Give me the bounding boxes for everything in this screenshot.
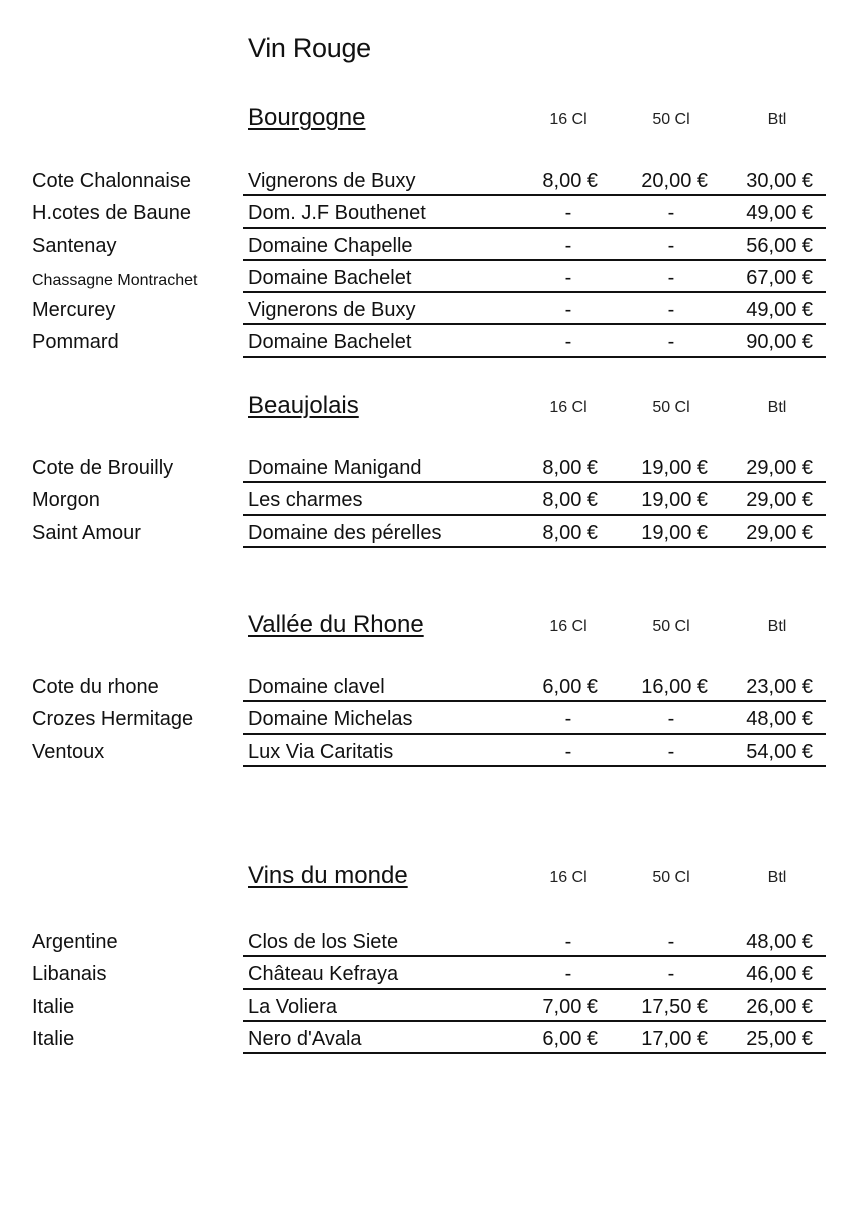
- table-row: [0, 451, 859, 483]
- price-50cl: -: [667, 740, 675, 763]
- page-title: Vin Rouge: [248, 33, 371, 63]
- row-line: [243, 990, 826, 1022]
- price-16cl: 8,00 €: [542, 521, 598, 544]
- price-16cl: -: [564, 708, 572, 731]
- column-header-16cl: 16 Cl: [549, 399, 587, 416]
- price-16cl: 8,00 €: [542, 457, 598, 479]
- wine-region: Mercurey: [32, 299, 116, 322]
- price-bottle: 46,00 €: [746, 963, 813, 986]
- price-bottle: 25,00 €: [746, 1027, 813, 1050]
- price-16cl: 8,00 €: [542, 170, 598, 192]
- wine-producer: Château Kefraya: [248, 963, 399, 986]
- wine-region: Libanais: [32, 963, 107, 986]
- table-row: [0, 164, 859, 196]
- column-header-16cl: 16 Cl: [549, 111, 587, 128]
- price-50cl: 20,00 €: [641, 170, 708, 192]
- row-line: [243, 483, 826, 515]
- section-1: [0, 388, 859, 428]
- price-16cl: 7,00 €: [542, 995, 598, 1018]
- section-2: [0, 607, 859, 647]
- column-header-50cl: 50 Cl: [652, 869, 690, 886]
- row-line: [243, 451, 826, 483]
- column-header-50cl: 50 Cl: [652, 399, 690, 416]
- price-50cl: 16,00 €: [641, 676, 708, 698]
- wine-region: Ventoux: [32, 740, 105, 763]
- wine-producer: Domaine Manigand: [248, 457, 422, 479]
- section-title: Vallée du Rhone: [248, 611, 424, 638]
- wine-producer: Nero d'Avala: [248, 1027, 362, 1050]
- wine-region: Saint Amour: [32, 521, 141, 544]
- section-3: [0, 858, 859, 898]
- price-16cl: -: [564, 931, 572, 953]
- price-50cl: 19,00 €: [641, 521, 708, 544]
- section-rows: [0, 670, 859, 767]
- table-row: [0, 516, 859, 548]
- section-rows: [0, 164, 859, 358]
- price-bottle: 54,00 €: [746, 740, 813, 763]
- table-row: [0, 325, 859, 357]
- section-0: [0, 100, 859, 140]
- column-header-bottle: Btl: [767, 399, 787, 416]
- row-line: [243, 164, 826, 196]
- wine-producer: Les charmes: [248, 489, 363, 512]
- price-16cl: -: [564, 266, 572, 289]
- table-row: [0, 670, 859, 702]
- section-rows: [0, 925, 859, 1054]
- table-row: [0, 957, 859, 989]
- price-bottle: 48,00 €: [746, 708, 813, 731]
- table-row: [0, 925, 859, 957]
- wine-region: Pommard: [32, 331, 119, 354]
- wine-region: Argentine: [32, 931, 118, 953]
- wine-producer: Domaine Chapelle: [248, 234, 413, 257]
- price-bottle: 30,00 €: [746, 170, 813, 192]
- row-line: [243, 702, 826, 734]
- price-bottle: 26,00 €: [746, 995, 813, 1018]
- table-row: [0, 483, 859, 515]
- section-title: Beaujolais: [248, 392, 359, 419]
- wine-producer: Domaine Bachelet: [248, 331, 412, 354]
- column-header-50cl: 50 Cl: [652, 618, 690, 635]
- price-16cl: -: [564, 331, 572, 354]
- price-16cl: -: [564, 299, 572, 322]
- wine-region: Cote Chalonnaise: [32, 170, 191, 192]
- section-title: Bourgogne: [248, 104, 366, 131]
- price-16cl: -: [564, 740, 572, 763]
- row-line: [243, 925, 826, 957]
- table-row: [0, 735, 859, 767]
- price-50cl: -: [667, 708, 675, 731]
- wine-producer: Domaine Michelas: [248, 708, 413, 731]
- column-header-bottle: Btl: [767, 618, 787, 635]
- price-16cl: 6,00 €: [542, 676, 598, 698]
- wine-region: Cote de Brouilly: [32, 457, 174, 479]
- wine-region: Italie: [32, 1027, 75, 1050]
- wine-region: Santenay: [32, 234, 117, 257]
- price-bottle: 29,00 €: [746, 489, 813, 512]
- section-header: [0, 858, 859, 898]
- price-50cl: -: [667, 331, 675, 354]
- row-line: [243, 516, 826, 548]
- section-title: Vins du monde: [248, 862, 408, 889]
- section-header: [0, 607, 859, 647]
- price-50cl: -: [667, 234, 675, 257]
- section-header: [0, 100, 859, 140]
- price-bottle: 67,00 €: [746, 266, 813, 289]
- price-16cl: 6,00 €: [542, 1027, 598, 1050]
- row-line: [243, 261, 826, 293]
- table-row: [0, 990, 859, 1022]
- price-bottle: 29,00 €: [746, 521, 813, 544]
- table-row: [0, 261, 859, 293]
- wine-producer: Domaine Bachelet: [248, 266, 412, 289]
- row-line: [243, 196, 826, 228]
- price-bottle: 23,00 €: [746, 676, 813, 698]
- price-16cl: 8,00 €: [542, 489, 598, 512]
- wine-producer: La Voliera: [248, 995, 337, 1018]
- price-bottle: 48,00 €: [746, 931, 813, 953]
- row-line: [243, 957, 826, 989]
- row-line: [243, 229, 826, 261]
- wine-producer: Vignerons de Buxy: [248, 170, 416, 192]
- row-line: [243, 325, 826, 357]
- wine-region: Cote du rhone: [32, 676, 159, 698]
- wine-producer: Domaine des pérelles: [248, 521, 442, 544]
- column-header-16cl: 16 Cl: [549, 869, 587, 886]
- price-16cl: -: [564, 202, 572, 225]
- price-50cl: -: [667, 266, 675, 289]
- price-50cl: -: [667, 202, 675, 225]
- table-row: [0, 293, 859, 325]
- price-bottle: 29,00 €: [746, 457, 813, 479]
- wine-region: H.cotes de Baune: [32, 202, 191, 225]
- table-row: [0, 702, 859, 734]
- column-header-bottle: Btl: [767, 111, 787, 128]
- price-bottle: 56,00 €: [746, 234, 813, 257]
- row-line: [243, 1022, 826, 1054]
- price-16cl: -: [564, 963, 572, 986]
- wine-region: Crozes Hermitage: [32, 708, 194, 731]
- row-line: [243, 670, 826, 702]
- wine-producer: Vignerons de Buxy: [248, 299, 416, 322]
- section-rows: [0, 451, 859, 548]
- column-header-16cl: 16 Cl: [549, 618, 587, 635]
- wine-producer: Domaine clavel: [248, 676, 385, 698]
- table-row: [0, 196, 859, 228]
- price-50cl: 19,00 €: [641, 457, 708, 479]
- wine-producer: Clos de los Siete: [248, 931, 399, 953]
- section-header: [0, 388, 859, 428]
- price-50cl: -: [667, 931, 675, 953]
- wine-region: Chassagne Montrachet: [32, 271, 198, 289]
- table-row: [0, 1022, 859, 1054]
- price-bottle: 49,00 €: [746, 202, 813, 225]
- row-line: [243, 293, 826, 325]
- wine-producer: Lux Via Caritatis: [248, 740, 394, 763]
- price-50cl: -: [667, 299, 675, 322]
- price-50cl: -: [667, 963, 675, 986]
- wine-region: Italie: [32, 995, 75, 1018]
- price-50cl: 17,00 €: [641, 1027, 708, 1050]
- column-header-50cl: 50 Cl: [652, 111, 690, 128]
- price-bottle: 90,00 €: [746, 331, 813, 354]
- column-header-bottle: Btl: [767, 869, 787, 886]
- table-row: [0, 229, 859, 261]
- wine-producer: Dom. J.F Bouthenet: [248, 202, 426, 225]
- price-16cl: -: [564, 234, 572, 257]
- price-50cl: 17,50 €: [641, 995, 708, 1018]
- price-50cl: 19,00 €: [641, 489, 708, 512]
- row-line: [243, 735, 826, 767]
- wine-region: Morgon: [32, 489, 100, 512]
- price-bottle: 49,00 €: [746, 299, 813, 322]
